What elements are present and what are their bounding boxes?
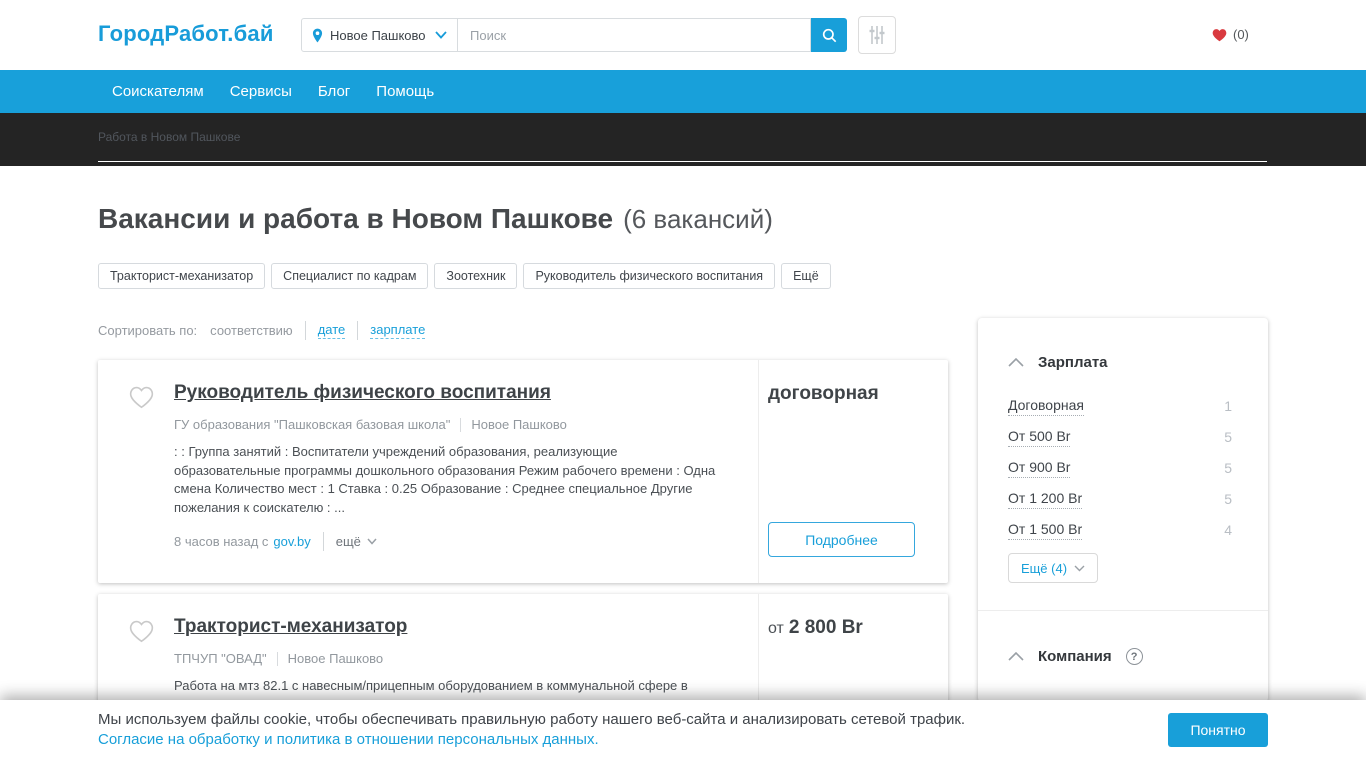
job-posted-time: 8 часов назад с: [174, 534, 269, 549]
location-value: Новое Пашково: [330, 27, 426, 43]
chevron-up-icon: [1008, 358, 1024, 367]
salary-value: договорная: [768, 383, 879, 404]
cookie-consent-link[interactable]: Согласие на обработку и политика в отношении персональных данных.: [98, 731, 599, 748]
card-column-divider: [758, 360, 759, 583]
nav-item-help[interactable]: Помощь: [376, 83, 435, 100]
salary-filter-count: 1: [1224, 398, 1232, 414]
divider: [357, 321, 358, 340]
filters-button[interactable]: [858, 16, 896, 54]
salary-section-header[interactable]: [1008, 354, 1108, 371]
filters-sidebar: [978, 318, 1268, 702]
chip-more[interactable]: Ещё: [781, 263, 831, 289]
chevron-down-icon: [367, 538, 377, 545]
favorite-toggle-icon[interactable]: [128, 619, 155, 643]
job-company: ГУ образования "Пашковская базовая школа": [174, 417, 451, 432]
cookie-accept-button[interactable]: Понятно: [1168, 713, 1268, 747]
favorite-toggle-icon[interactable]: [128, 385, 155, 409]
job-meta: [174, 651, 383, 666]
job-description: Работа на мтз 82.1 с навесным/прицепным оборудованием в коммунальной сфере в: [174, 678, 688, 693]
salary-filter-item: [1008, 396, 1232, 416]
salary-filter-count: 5: [1224, 429, 1232, 445]
nav-item-blog[interactable]: Блог: [317, 83, 351, 100]
chevron-up-icon: [1008, 652, 1024, 661]
salary-filter-count: 5: [1224, 460, 1232, 476]
sort-option-relevance[interactable]: соответствию: [210, 322, 293, 338]
search-bar: [301, 18, 847, 52]
location-select[interactable]: [301, 18, 458, 52]
salary-value: 2 800 Br: [788, 617, 863, 638]
job-salary: [768, 617, 863, 639]
sort-label: Сортировать по:: [98, 322, 198, 338]
salary-filter-item: [1008, 458, 1232, 478]
job-meta: [174, 417, 567, 432]
job-more-label: ещё: [335, 534, 361, 549]
main-nav: [0, 70, 1366, 113]
title-row: [98, 203, 773, 235]
chip-hr-specialist[interactable]: Специалист по кадрам: [271, 263, 428, 289]
job-description: : : Группа занятий : Воспитатели учреждений образования, реализующие образовательные программы дошкольного образования Режим рабочего времени : Одна смена Количество мест : 1 Ставка : 0.25 Образование : Среднее специальное Другие пожелания к соискателю : ...: [174, 444, 716, 515]
nav-item-services[interactable]: Сервисы: [229, 83, 292, 100]
job-source-link[interactable]: gov.by: [273, 534, 311, 549]
salary-filter-link[interactable]: От 500 Br: [1008, 428, 1070, 447]
job-salary: [768, 383, 879, 405]
favorites-count: (0): [1233, 27, 1249, 42]
job-title-link[interactable]: Тракторист-механизатор: [174, 616, 408, 637]
job-card: [98, 360, 948, 583]
breadcrumb-divider: [98, 161, 1267, 162]
chevron-down-icon: [435, 31, 447, 39]
search-button[interactable]: [811, 18, 847, 52]
salary-filter-item: [1008, 489, 1232, 509]
help-icon[interactable]: ?: [1126, 648, 1143, 665]
nav-item-seekers[interactable]: Соискателям: [112, 83, 204, 100]
job-location: Новое Пашково: [471, 417, 567, 432]
page-title: Вакансии и работа в Новом Пашкове: [98, 203, 614, 234]
divider: [277, 652, 278, 666]
sidebar-divider: [978, 610, 1268, 611]
job-company: ТПЧУП "ОВАД": [174, 651, 267, 666]
chip-zootechnician[interactable]: Зоотехник: [434, 263, 517, 289]
salary-filter-item: [1008, 520, 1232, 540]
sliders-icon: [868, 25, 886, 45]
sort-option-date[interactable]: дате: [317, 321, 346, 337]
map-pin-icon: [312, 28, 323, 43]
header: [0, 0, 1366, 70]
company-section-title: Компания: [1038, 648, 1112, 665]
salary-section-title: Зарплата: [1038, 354, 1108, 371]
salary-filter-count: 5: [1224, 491, 1232, 507]
details-button[interactable]: Подробнее: [768, 522, 915, 557]
company-section-header[interactable]: [1008, 648, 1143, 665]
divider: [460, 418, 461, 432]
chip-pe-director[interactable]: Руководитель физического воспитания: [523, 263, 775, 289]
job-location: Новое Пашково: [287, 651, 384, 666]
heart-icon: [1212, 28, 1227, 42]
job-title-link[interactable]: Руководитель физического воспитания: [174, 382, 551, 403]
sort-option-salary[interactable]: зарплате: [370, 321, 426, 337]
divider: [323, 532, 324, 551]
search-input[interactable]: [458, 18, 811, 52]
vacancy-count: (6 вакансий): [623, 204, 773, 234]
salary-more-label: Ещё (4): [1020, 560, 1068, 576]
favorites-button[interactable]: [1212, 27, 1249, 42]
search-icon: [821, 27, 838, 44]
site-logo[interactable]: ГородРабот.бай: [98, 21, 274, 46]
job-footer: [174, 532, 377, 551]
job-more-toggle[interactable]: [336, 534, 377, 549]
chevron-down-icon: [1074, 565, 1085, 572]
breadcrumb[interactable]: Работа в Новом Пашкове: [98, 130, 241, 144]
sort-row: [98, 320, 425, 340]
salary-more-button[interactable]: [1008, 553, 1098, 583]
salary-filter-link[interactable]: От 1 500 Br: [1008, 521, 1082, 540]
salary-filter-count: 4: [1224, 522, 1232, 538]
salary-filter-item: [1008, 427, 1232, 447]
salary-filter-link[interactable]: Договорная: [1008, 397, 1084, 416]
breadcrumb-band: [0, 113, 1366, 166]
salary-prefix: от: [768, 620, 784, 637]
cookie-banner: [0, 700, 1366, 768]
salary-filter-link[interactable]: От 1 200 Br: [1008, 490, 1082, 509]
profession-chips: [98, 263, 831, 289]
cookie-message: Мы используем файлы cookie, чтобы обеспечивать правильную работу нашего веб-сайта и анализировать сетевой трафик.: [98, 711, 966, 728]
chip-tractor-driver[interactable]: Тракторист-механизатор: [98, 263, 265, 289]
divider: [305, 321, 306, 340]
salary-filter-link[interactable]: От 900 Br: [1008, 459, 1070, 478]
